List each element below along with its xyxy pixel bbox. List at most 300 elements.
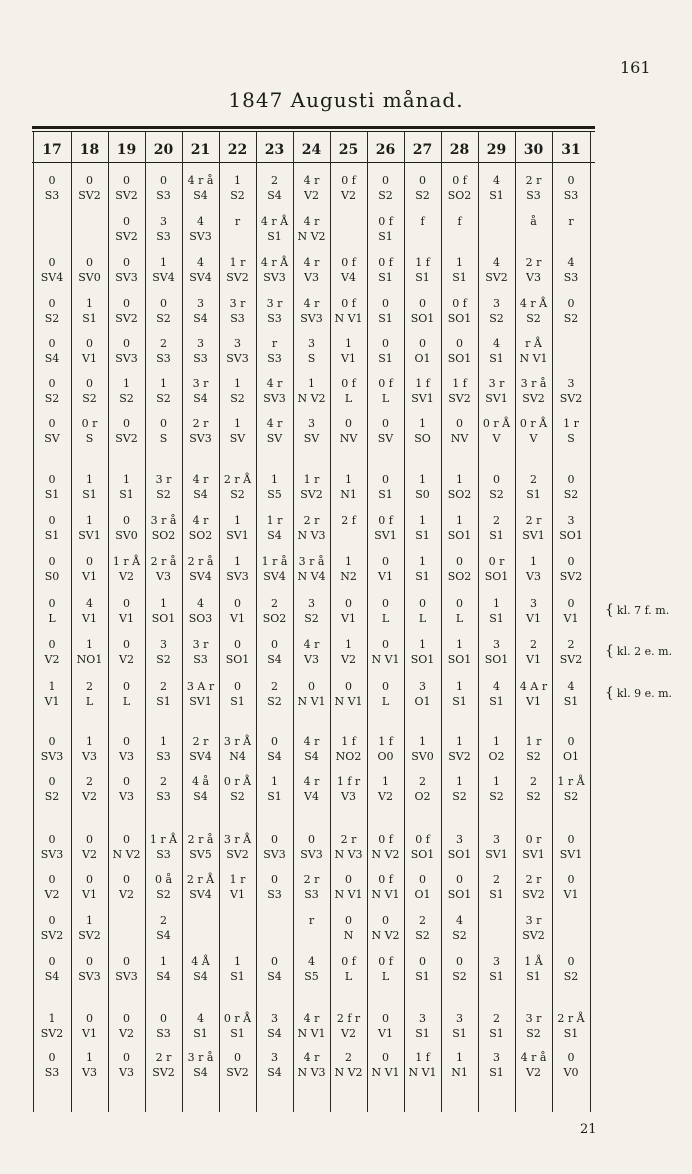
table-cell [441, 554, 478, 584]
table-cell [478, 596, 515, 626]
cell-strength: 0 [271, 735, 278, 748]
table-cell [515, 336, 552, 366]
cell-direction: V3 [526, 570, 541, 583]
cell-strength: 3 r å [298, 555, 325, 568]
table-cell [219, 214, 256, 229]
cell-strength: 1 [160, 735, 167, 748]
table-cell [182, 774, 219, 804]
cell-strength: r [234, 215, 241, 228]
cell-direction: SO1 [484, 570, 509, 583]
cell-direction: S2 [489, 790, 504, 803]
cell-direction: V2 [82, 790, 97, 803]
cell-strength: 1 [419, 638, 426, 651]
table-cell [404, 513, 441, 543]
table-cell [330, 679, 367, 709]
table-cell [404, 679, 441, 709]
cell-strength: 0 f [341, 955, 356, 968]
cell-direction: SV1 [485, 392, 508, 405]
table-cell [219, 336, 256, 366]
table-cell [367, 554, 404, 584]
table-cell [330, 255, 367, 285]
cell-direction: V2 [526, 1066, 541, 1079]
cell-strength: 0 f [452, 174, 467, 187]
cell-strength: 0 [456, 873, 463, 886]
cell-strength: 2 r Å [557, 1012, 585, 1025]
cell-direction: SV4 [189, 570, 212, 583]
cell-strength: 0 [123, 256, 130, 269]
table-cell [293, 679, 330, 709]
cell-direction: SV3 [78, 970, 101, 983]
cell-direction: SV2 [40, 1027, 64, 1040]
cell-strength: 4 [308, 955, 315, 968]
cell-direction: SV3 [40, 750, 64, 763]
cell-direction: SV2 [448, 750, 471, 763]
cell-direction: S3 [156, 352, 171, 365]
table-cell [108, 637, 145, 667]
cell-direction: S2 [230, 189, 245, 202]
cell-direction: S1 [415, 529, 430, 542]
table-cell [404, 637, 441, 667]
cell-strength: 4 r Å [260, 215, 289, 228]
table-cell [293, 1011, 330, 1041]
table-cell [182, 954, 219, 984]
cell-strength: 0 [382, 914, 389, 927]
cell-direction: V1 [526, 612, 541, 625]
cell-direction: S0 [44, 570, 60, 583]
cell-direction: SO1 [225, 653, 250, 666]
cell-direction: S1 [489, 970, 504, 983]
table-cell [515, 255, 552, 285]
cell-direction: S3 [44, 189, 60, 202]
cell-direction: SV [266, 432, 283, 445]
cell-strength: 0 [567, 873, 575, 886]
cell-strength: 0 [271, 873, 278, 886]
cell-direction: N V1 [371, 1066, 400, 1079]
cell-strength: 3 [456, 1012, 463, 1025]
cell-strength: 4 [567, 680, 575, 693]
cell-strength: 2 [419, 775, 426, 788]
cell-strength: 1 [456, 473, 463, 486]
table-cell [293, 214, 330, 244]
cell-direction: SV3 [115, 271, 138, 284]
table-cell [256, 255, 293, 285]
cell-direction: L [381, 392, 390, 405]
column-header: 29 [486, 142, 507, 158]
cell-direction: S3 [156, 1027, 171, 1040]
cell-strength: 0 f [341, 256, 356, 269]
cell-direction: SV3 [189, 230, 212, 243]
cell-direction: S1 [489, 529, 504, 542]
table-cell [367, 255, 404, 285]
cell-direction: V3 [82, 750, 97, 763]
table-cell [219, 1011, 256, 1041]
cell-direction: S1 [489, 1027, 504, 1040]
cell-strength: 1 [345, 555, 352, 568]
cell-strength: 0 [382, 417, 389, 430]
cell-direction: NO1 [76, 653, 103, 666]
cell-strength: 2 [160, 914, 167, 927]
cell-direction: S2 [563, 312, 579, 325]
cell-strength: 1 [345, 473, 352, 486]
cell-strength: 0 [382, 1012, 389, 1025]
cell-strength: 2 r [525, 514, 542, 527]
cell-strength: 1 [345, 638, 352, 651]
cell-direction: V4 [341, 271, 356, 284]
cell-direction: V1 [82, 1027, 97, 1040]
cell-direction: N V1 [408, 1066, 437, 1079]
cell-direction: S4 [156, 929, 171, 942]
cell-strength: 1 [123, 377, 130, 390]
cell-strength: 4 r [192, 473, 209, 486]
cell-strength: 0 [48, 914, 56, 927]
cell-direction: V1 [82, 612, 97, 625]
cell-direction: S2 [563, 970, 579, 983]
cell-direction: SV3 [263, 271, 286, 284]
cell-direction: O2 [488, 750, 505, 763]
table-cell [182, 416, 219, 446]
cell-strength: 3 [567, 514, 575, 527]
table-cell [404, 774, 441, 804]
cell-strength: 0 [345, 417, 352, 430]
cell-direction: V2 [82, 848, 97, 861]
cell-direction: S3 [230, 312, 245, 325]
cell-strength: 2 r Å [223, 473, 252, 486]
cell-strength: 0 [123, 1051, 130, 1064]
page-footer-number: 21 [580, 1122, 597, 1137]
table-cell [293, 637, 330, 667]
cell-strength: 2 f r [336, 1012, 361, 1025]
cell-direction: L [122, 695, 131, 708]
table-cell [441, 173, 478, 203]
cell-strength: 2 r [303, 873, 320, 886]
cell-direction: V1 [526, 695, 541, 708]
table-cell [71, 954, 108, 984]
table-cell [404, 1050, 441, 1080]
cell-strength: 4 å [191, 775, 210, 788]
cell-strength: 0 [382, 297, 389, 310]
table-cell [219, 637, 256, 667]
column-header: 30 [523, 142, 544, 158]
table-cell [108, 255, 145, 285]
cell-direction: O1 [414, 352, 431, 365]
table-cell [33, 1011, 71, 1041]
cell-direction: SV4 [189, 888, 212, 901]
table-cell [293, 376, 330, 406]
table-cell [367, 336, 404, 366]
table-cell [552, 872, 590, 902]
cell-strength: 3 [271, 1012, 278, 1025]
cell-strength: 3 [234, 337, 241, 350]
table-cell [552, 734, 590, 764]
cell-strength: 4 [197, 256, 204, 269]
table-cell [293, 554, 330, 584]
cell-direction: SV2 [115, 432, 138, 445]
table-cell [552, 832, 590, 862]
cell-direction: SV4 [189, 750, 212, 763]
cell-strength: 2 [530, 775, 537, 788]
cell-strength: 1 [382, 775, 389, 788]
cell-strength: 0 f [452, 297, 467, 310]
cell-strength: 1 [308, 377, 315, 390]
table-cell [182, 173, 219, 203]
cell-strength: 4 r å [520, 1051, 547, 1064]
cell-strength: 0 [419, 337, 426, 350]
cell-strength: 1 [456, 638, 463, 651]
cell-direction: V2 [341, 1027, 356, 1040]
cell-strength: 4 [197, 215, 204, 228]
table-cell [552, 416, 590, 446]
brace-icon: { [605, 643, 614, 659]
cell-direction: S2 [526, 750, 541, 763]
cell-direction: SV [44, 432, 60, 445]
table-cell [108, 774, 145, 804]
cell-direction: SV3 [40, 848, 64, 861]
column-header: 18 [79, 142, 100, 158]
table-cell [256, 774, 293, 804]
cell-strength: 4 [493, 256, 500, 269]
cell-strength: 4 [567, 256, 575, 269]
note-text: kl. 2 e. m. [616, 645, 673, 658]
cell-direction: S5 [304, 970, 319, 983]
table-cell [441, 774, 478, 804]
cell-strength: 0 [382, 638, 389, 651]
table-cell [441, 376, 478, 406]
cell-strength: 0 [123, 955, 130, 968]
cell-direction: SV3 [300, 848, 323, 861]
cell-direction: NV [339, 432, 358, 445]
table-cell [478, 774, 515, 804]
cell-strength: 0 [48, 955, 56, 968]
table-cell [552, 472, 590, 502]
table-cell [256, 1050, 293, 1080]
cell-strength: 3 [493, 833, 500, 846]
cell-strength: 0 [419, 297, 426, 310]
table-cell [33, 774, 71, 804]
table-cell [182, 336, 219, 366]
cell-direction: SV2 [115, 230, 138, 243]
table-cell [145, 554, 182, 584]
cell-direction: SV1 [226, 529, 249, 542]
cell-strength: 0 r Å [482, 417, 511, 430]
cell-strength: 0 [160, 417, 167, 430]
cell-direction: V2 [341, 189, 356, 202]
cell-direction: S1 [563, 1027, 579, 1040]
cell-direction: S3 [156, 848, 171, 861]
cell-strength: 0 r Å [519, 417, 548, 430]
cell-direction: SO1 [447, 848, 472, 861]
cell-direction: L [85, 695, 94, 708]
table-cell [441, 734, 478, 764]
cell-direction: SV2 [226, 271, 249, 284]
table-cell [33, 913, 71, 943]
table-cell [71, 173, 108, 203]
cell-direction: V1 [230, 612, 245, 625]
table-cell [441, 513, 478, 543]
cell-direction: V3 [341, 790, 356, 803]
cell-strength: 0 [123, 215, 130, 228]
cell-strength: 4 r Å [519, 297, 548, 310]
cell-direction: N V1 [297, 695, 326, 708]
table-cell [182, 1011, 219, 1041]
cell-strength: 0 f [378, 377, 393, 390]
cell-direction: S4 [267, 750, 282, 763]
cell-direction: S1 [378, 352, 393, 365]
table-cell [219, 832, 256, 862]
cell-direction: SV0 [78, 271, 101, 284]
table-cell [441, 472, 478, 502]
cell-direction: S2 [44, 392, 60, 405]
cell-direction: SV3 [263, 392, 286, 405]
cell-direction: L [381, 695, 390, 708]
cell-direction: S3 [563, 189, 579, 202]
cell-direction: S1 [230, 695, 245, 708]
cell-strength: 2 r [525, 873, 542, 886]
cell-strength: 0 [271, 638, 278, 651]
cell-direction: V3 [119, 1066, 134, 1079]
table-cell [219, 173, 256, 203]
table-cell [256, 1011, 293, 1041]
table-cell [404, 554, 441, 584]
table-cell [515, 1050, 552, 1080]
table-cell [478, 336, 515, 366]
cell-direction: S4 [267, 970, 282, 983]
table-cell [182, 255, 219, 285]
cell-strength: 0 r [81, 417, 98, 430]
cell-strength: 3 r å [520, 377, 547, 390]
table-cell [330, 832, 367, 862]
cell-strength: 1 f r [336, 775, 361, 788]
cell-strength: 3 r [229, 297, 246, 310]
table-cell [219, 255, 256, 285]
table-cell [441, 872, 478, 902]
cell-strength: 1 [234, 377, 241, 390]
cell-direction: SV2 [78, 189, 101, 202]
cell-direction: N V1 [371, 653, 400, 666]
table-cell [367, 596, 404, 626]
cell-direction: V1 [119, 612, 134, 625]
cell-strength: 0 [160, 297, 167, 310]
cell-strength: 0 [123, 337, 130, 350]
table-cell [330, 872, 367, 902]
table-cell [330, 376, 367, 406]
cell-direction: O1 [562, 750, 580, 763]
table-cell [330, 173, 367, 203]
table-cell [515, 734, 552, 764]
cell-strength: 1 [345, 337, 352, 350]
cell-strength: f [457, 215, 462, 228]
table-cell [33, 872, 71, 902]
table-top-rule [32, 126, 595, 129]
cell-strength: 4 [86, 597, 93, 610]
cell-strength: 0 f [341, 297, 356, 310]
cell-strength: 0 [382, 337, 389, 350]
cell-direction: SV0 [115, 529, 138, 542]
table-cell [552, 1050, 590, 1080]
cell-direction: S4 [156, 970, 171, 983]
cell-direction: S2 [156, 312, 171, 325]
cell-strength: 1 [86, 638, 93, 651]
table-cell [330, 513, 367, 528]
cell-direction: V1 [82, 888, 97, 901]
cell-direction: S1 [378, 312, 393, 325]
cell-direction: V1 [563, 888, 579, 901]
cell-direction: S3 [156, 750, 171, 763]
cell-strength: 3 [456, 833, 463, 846]
cell-strength: 2 r [525, 256, 542, 269]
cell-direction: SV2 [522, 888, 545, 901]
cell-strength: 1 [160, 256, 167, 269]
table-cell [478, 416, 515, 446]
cell-strength: 0 [567, 955, 575, 968]
column-header: 26 [375, 142, 396, 158]
cell-strength: 1 [456, 256, 463, 269]
cell-direction: S4 [44, 970, 60, 983]
table-cell [145, 954, 182, 984]
cell-strength: 1 [234, 417, 241, 430]
table-cell [293, 734, 330, 764]
cell-strength: 0 [419, 597, 426, 610]
cell-strength: 0 [456, 555, 463, 568]
cell-direction: SV1 [78, 529, 101, 542]
cell-strength: 0 [48, 473, 56, 486]
table-cell [182, 679, 219, 709]
table-cell [552, 255, 590, 285]
cell-strength: 2 [86, 680, 93, 693]
table-cell [515, 679, 552, 709]
cell-strength: 0 [160, 174, 167, 187]
table-cell [441, 913, 478, 943]
cell-direction: SO1 [410, 312, 435, 325]
table-cell [219, 1050, 256, 1080]
cell-direction: SV2 [485, 271, 508, 284]
table-cell [219, 376, 256, 406]
cell-direction: N V2 [297, 230, 326, 243]
cell-strength: 1 [86, 914, 93, 927]
cell-strength: 0 [419, 174, 426, 187]
page-title: 1847 Augusti månad. [228, 88, 464, 112]
table-cell [219, 513, 256, 543]
cell-direction: S0 [415, 488, 430, 501]
cell-strength: 4 r [303, 775, 320, 788]
cell-strength: 0 [456, 337, 463, 350]
cell-direction: SV2 [448, 392, 471, 405]
table-cell [330, 336, 367, 366]
cell-direction: SO2 [447, 570, 472, 583]
cell-strength: 0 [567, 297, 575, 310]
cell-strength: 2 r [303, 514, 320, 527]
table-cell [219, 472, 256, 502]
cell-direction: V3 [119, 790, 134, 803]
cell-direction: V [529, 432, 538, 445]
cell-direction: S4 [193, 970, 208, 983]
cell-strength: 0 f [378, 873, 393, 886]
table-cell [145, 1011, 182, 1041]
table-cell [108, 1050, 145, 1080]
cell-strength: 0 [48, 417, 56, 430]
table-cell [219, 554, 256, 584]
table-cell [71, 734, 108, 764]
table-top-rule-thin [32, 131, 595, 132]
cell-direction: SO2 [262, 612, 287, 625]
cell-direction: SO2 [447, 488, 472, 501]
cell-direction: O1 [414, 695, 431, 708]
table-cell [108, 416, 145, 446]
table-cell [441, 1050, 478, 1080]
cell-direction: N2 [340, 570, 357, 583]
table-cell [404, 1011, 441, 1041]
cell-strength: 1 [123, 473, 130, 486]
cell-strength: 1 [456, 514, 463, 527]
